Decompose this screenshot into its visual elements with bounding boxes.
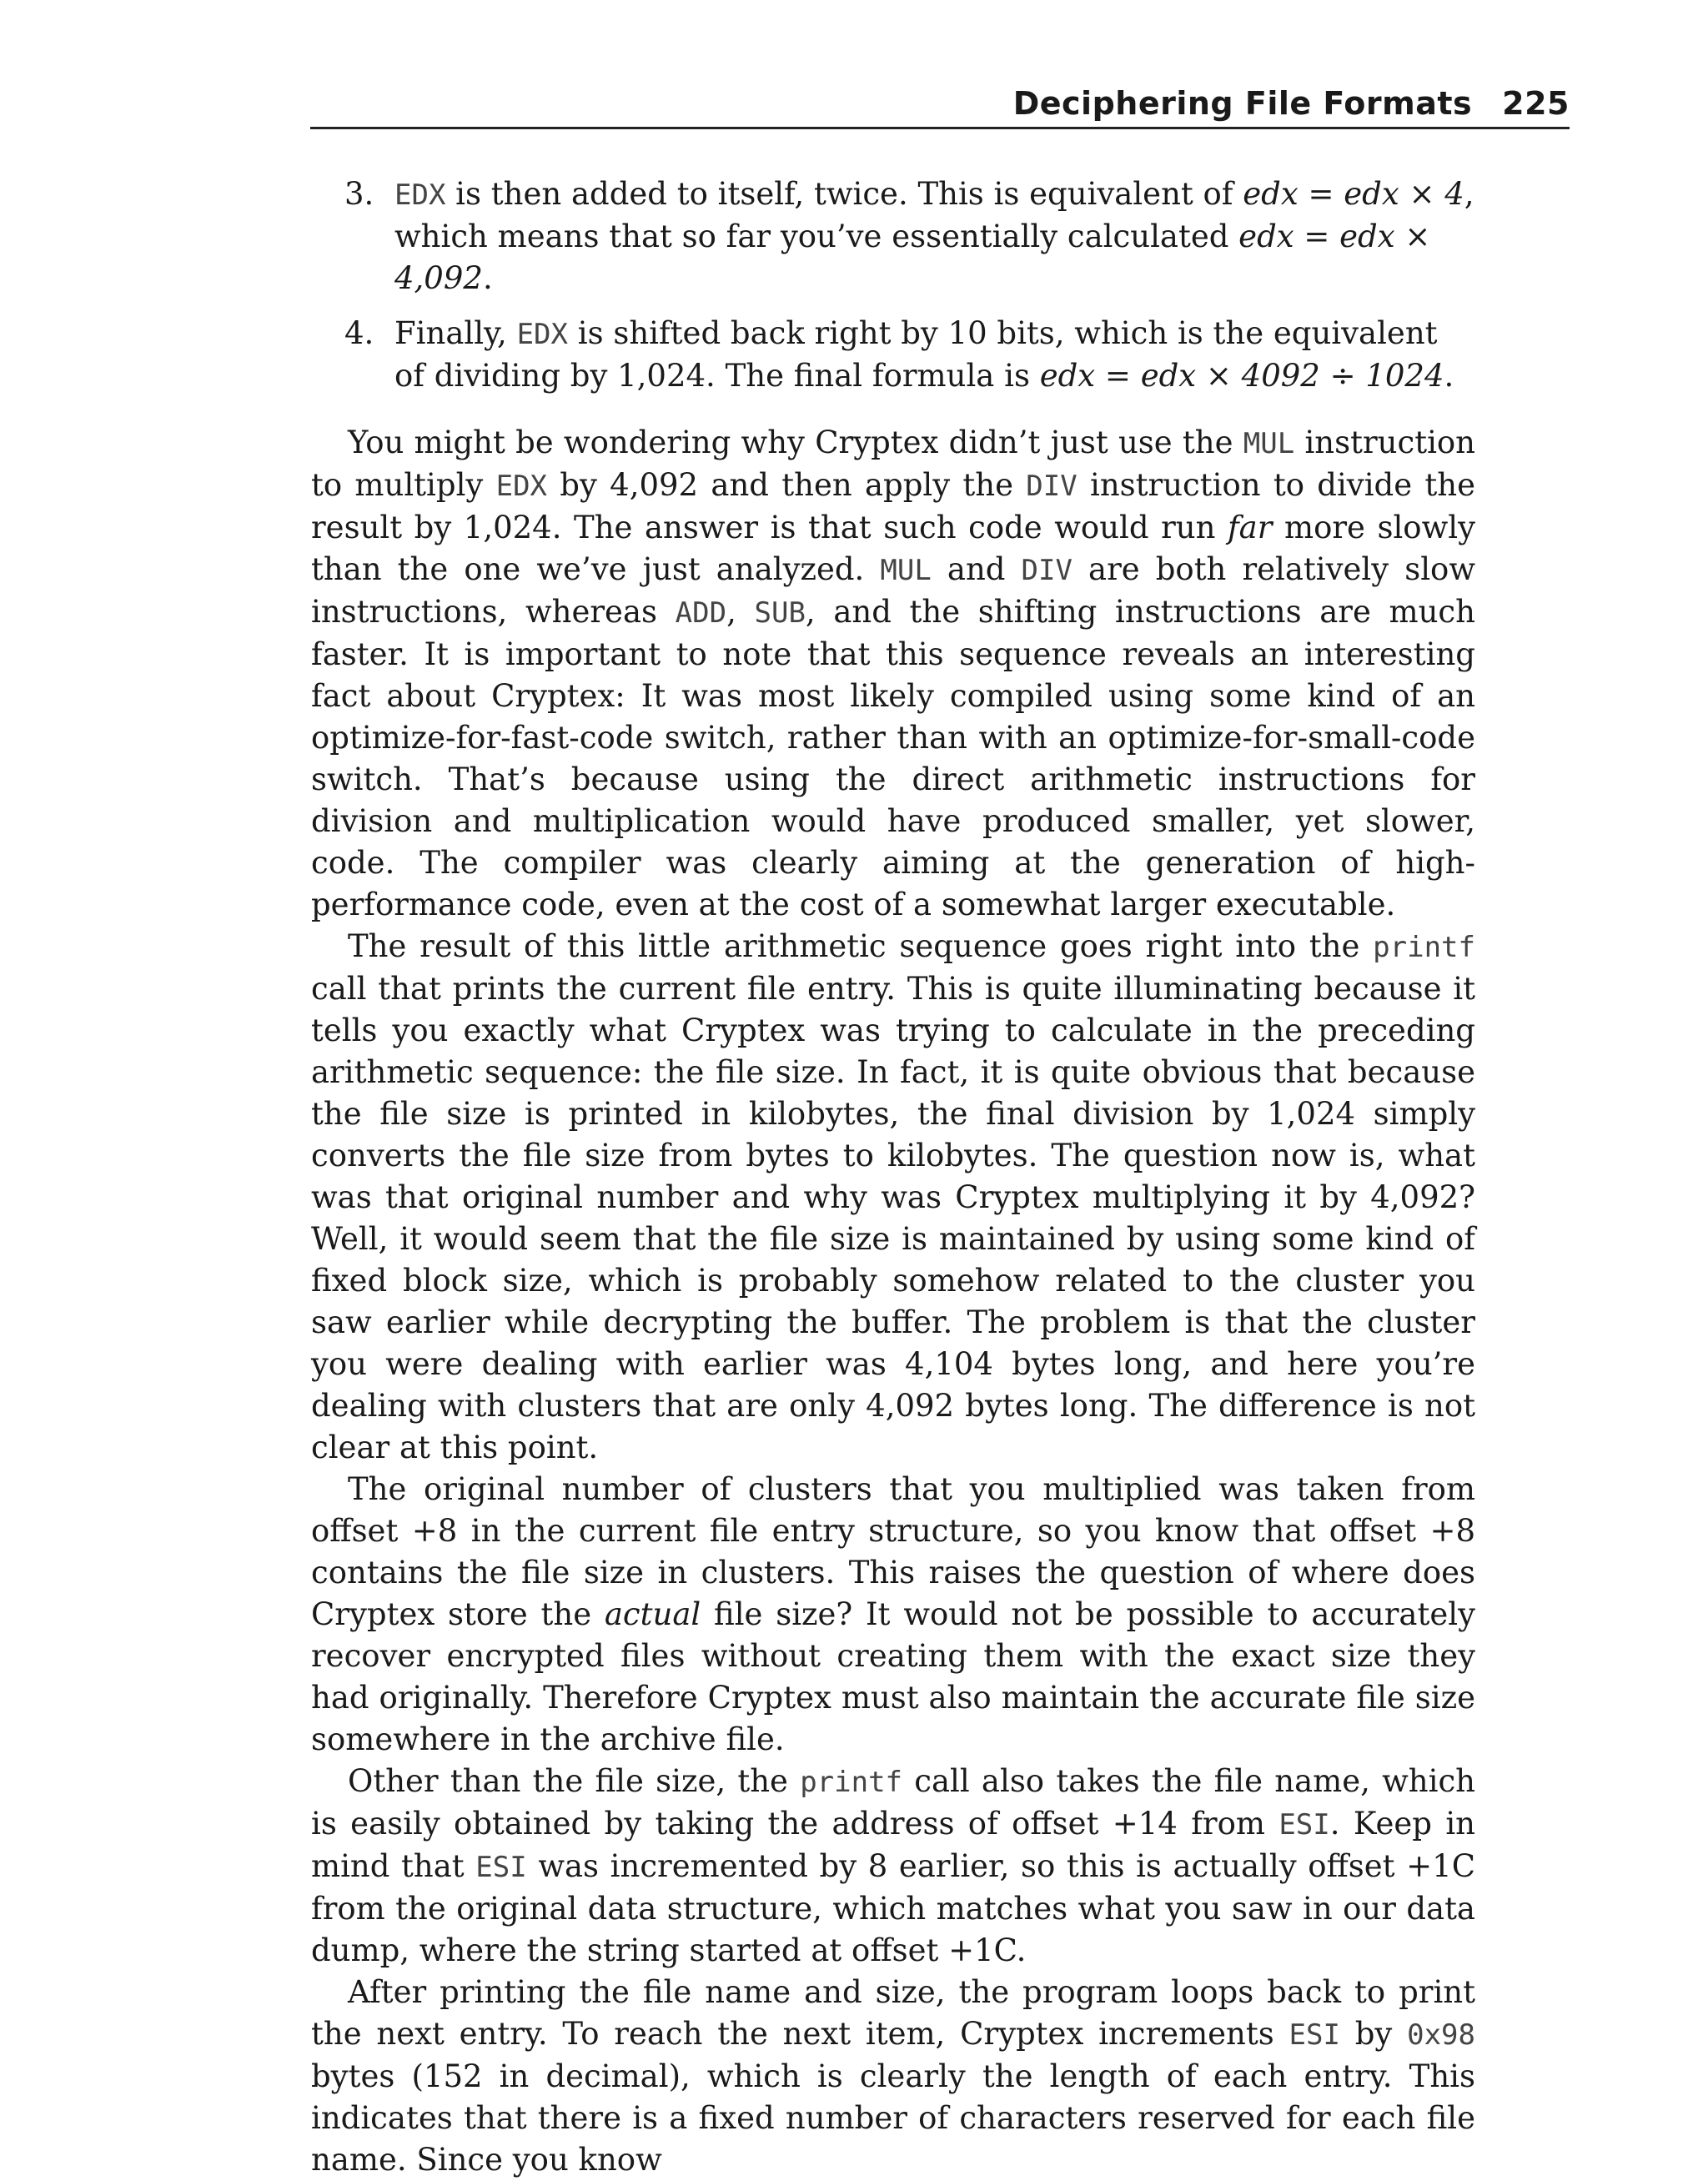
list-item-number: 3. <box>344 176 374 212</box>
register-code: ESI <box>475 1851 527 1884</box>
paragraph: The result of this little arithmetic sequence goes right into the printf call that prints the current file entry. This is quite illuminating because it tells you exactly what Cryptex was trying to calculate in the preceding arithmetic sequence: the file size. In fact, it is quite obvious that because the file size is printed in kilobytes, the final division by 1,024 simply converts the file size from bytes to kilobytes. The question now is, what was that original number and why was Cryptex multiplying it by 4,092? Well, it would seem that the file size is maintained by using some kind of fixed block size, which is probably somehow related to the cluster you saw earlier while decrypting the buffer. The problem is that the cluster you were dealing with earlier was 4,104 bytes long, and here you’re dealing with clusters that are only 4,092 bytes long. The difference is not clear at this point. <box>311 928 1475 1465</box>
instruction-code: ADD <box>675 596 727 630</box>
list-item: 4. Finally, EDX is shifted back right by 10 bits, which is the equivalent of dividing by 1,024. The final formula is edx = edx × 4092 ÷ 1024. <box>311 313 1475 397</box>
register-code: EDX <box>516 318 568 351</box>
instruction-code: DIV <box>1021 554 1073 587</box>
paragraph: The original number of clusters that you multiplied was taken from offset +8 in the current file entry structure, so you know that offset +8 contains the file size in clusters. This raises the question of where does Cryptex store the actual file size? It would not be possible to accurately recover encrypted files without creating them with the exact size they had originally. Therefore Cryptex must also maintain the accurate file size somewhere in the archive file. <box>311 1471 1475 1757</box>
function-code: printf <box>800 1766 903 1799</box>
paragraph: Other than the file size, the printf call also takes the file name, which is easily obtained by taking the address of offset +14 from ESI. Keep in mind that ESI was incremented by 8 earlier, so this is actually offset +1C from the original data structure, which matches what you saw in our data dump, where the string started at offset +1C. <box>311 1763 1476 1968</box>
list-item-number: 4. <box>344 315 374 351</box>
register-code: EDX <box>495 470 548 503</box>
formula: edx = edx × 4 <box>1243 176 1464 212</box>
formula: edx = edx × 4,092 <box>394 219 1431 296</box>
list-item: 3. EDX is then added to itself, twice. This is equivalent of edx = edx × 4, which means that so far you’ve essentially calculated edx = edx × 4,092. <box>311 173 1475 299</box>
instruction-code: DIV <box>1026 470 1078 503</box>
instruction-code: SUB <box>754 596 806 630</box>
register-code: EDX <box>394 178 446 212</box>
page-header <box>310 77 1570 129</box>
running-head <box>1013 85 1570 122</box>
register-code: ESI <box>1278 1808 1330 1842</box>
emphasis: actual <box>604 1596 701 1632</box>
page-body <box>311 173 1475 2181</box>
register-code: ESI <box>1289 2018 1340 2052</box>
function-code: printf <box>1373 931 1475 964</box>
hex-value-code: 0x98 <box>1407 2018 1475 2052</box>
formula: edx = edx × 4092 ÷ 1024 <box>1039 358 1444 394</box>
instruction-code: MUL <box>1243 427 1295 460</box>
chapter-title: Deciphering File Formats <box>1012 85 1473 122</box>
instruction-code: MUL <box>880 554 932 587</box>
emphasis: far <box>1227 510 1273 545</box>
paragraph: After printing the file name and size, the program loops back to print the next entry. To reach the next item, Cryptex increments ESI by 0x98 bytes (152 in decimal), which is clearly the length of each entry. This indicates that there is a fixed number of characters reserved for each file name. Since you know <box>311 1974 1475 2178</box>
page-number: 225 <box>1502 85 1570 122</box>
paragraph: You might be wondering why Cryptex didn’t just use the MUL instruction to multiply EDX by 4,092 and then apply the DIV instruction to divide the result by 1,024. The answer is that such code would run far more slowly than the one we’ve just analyzed. MUL and DIV are both relatively slow instructions, whereas ADD, SUB, and the shifting instructions are much faster. It is important to note that this sequence reveals an interesting fact about Cryptex: It was most likely compiled using some kind of an optimize-for-fast-code switch, rather than with an optimize-for-small-code switch. That’s because using the direct arithmetic instructions for division and multiplication would have produced smaller, yet slower, code. The compiler was clearly aiming at the generation of high-performance code, even at the cost of a somewhat larger executable. <box>311 425 1476 922</box>
